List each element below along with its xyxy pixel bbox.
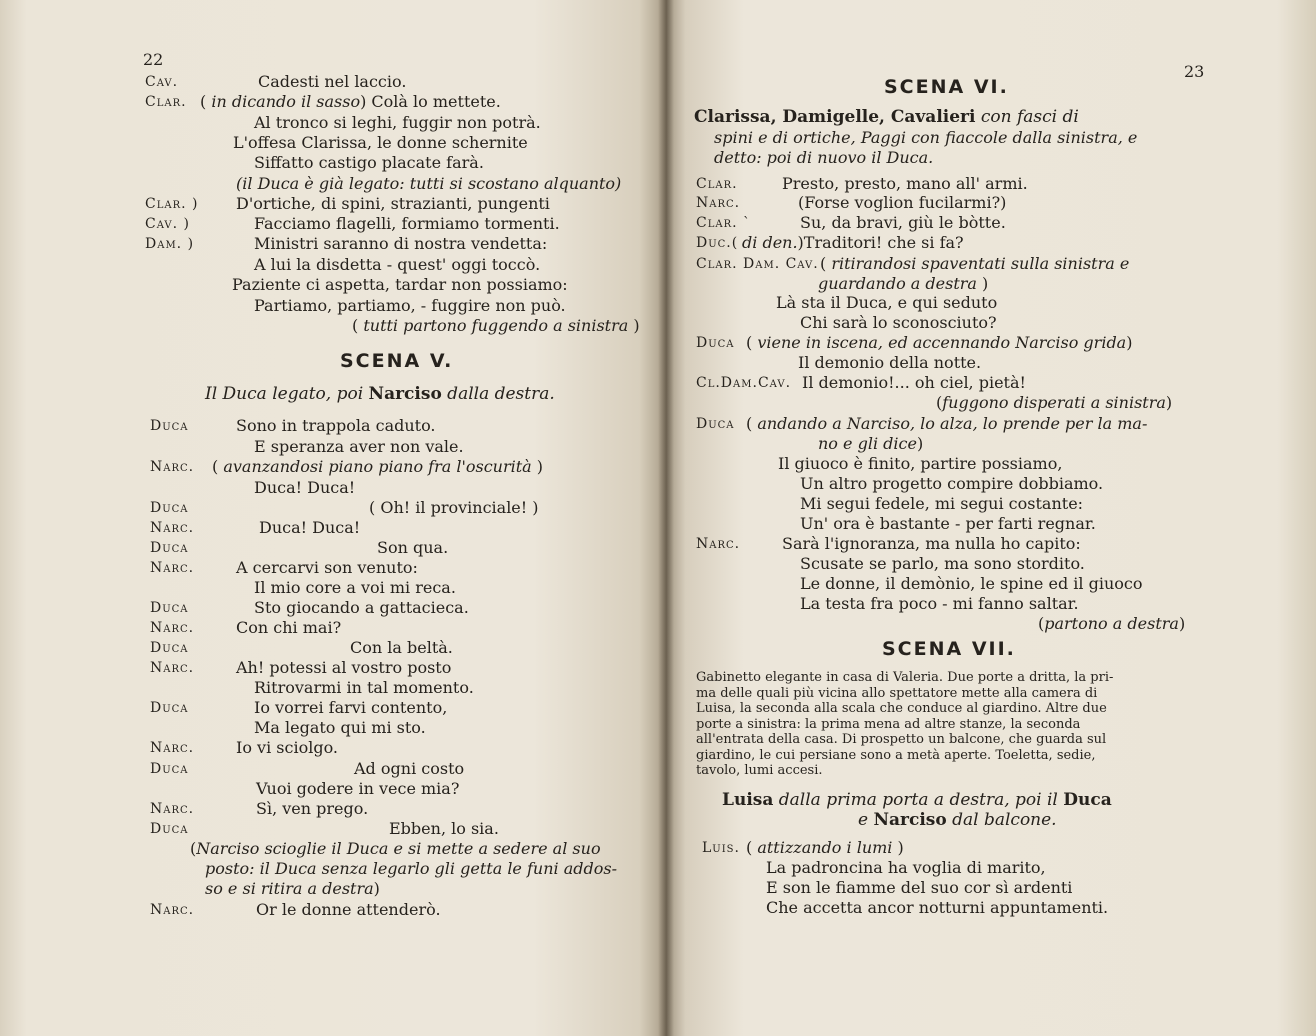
text-run: ) Colà lo mettete.: [360, 92, 501, 111]
dialogue-line: [800, 574, 1142, 594]
text-run: (: [352, 316, 364, 335]
page-number-right: 23: [1184, 62, 1205, 81]
speaker-label: Narc.: [150, 740, 195, 756]
dialogue-line: [742, 233, 964, 253]
dialogue-line: [818, 274, 988, 294]
dialogue-line: [800, 313, 997, 333]
scena-v-intro: [205, 384, 555, 404]
verse-line: [254, 234, 547, 254]
text-run: Il Duca legato, poi: [205, 384, 369, 404]
speaker-label: Duca: [150, 821, 189, 837]
speaker-label: Duca: [150, 540, 189, 556]
text-run: posto: il Duca senza legarlo gli getta le funi addos-: [205, 859, 617, 878]
text-run: Duca! Duca!: [259, 518, 361, 537]
dialogue-line: [746, 414, 1147, 434]
dialogue-line: [190, 839, 601, 859]
text-run: viene in iscena, ed accennando Narciso grida: [757, 333, 1127, 352]
verse-line: [254, 113, 541, 133]
text-run: Clarissa, Damigelle, Cavalieri: [694, 107, 976, 127]
speaker-label: Duca: [150, 700, 189, 716]
speaker-label: Cav. ): [145, 216, 191, 232]
text-run: Chi sarà lo sconosciuto?: [800, 313, 997, 332]
speaker-label: Duca: [150, 418, 189, 434]
dialogue-line: [254, 718, 426, 738]
dialogue-line: [800, 494, 1083, 514]
text-run: Le donne, il demònio, le spine ed il giuoco: [800, 574, 1143, 593]
dialogue-line: [778, 454, 1062, 474]
scena-vi-title: SCENA VI.: [884, 76, 1009, 98]
speaker-label: Narc.: [696, 536, 741, 552]
text-run: (: [1038, 614, 1045, 633]
dialogue-line: [236, 618, 341, 638]
text-run: detto: poi di nuovo il Duca.: [714, 148, 934, 167]
dialogue-line: [798, 193, 1006, 213]
dialogue-line: [782, 534, 1081, 554]
text-run: Il giuoco è finito, partire possiamo,: [778, 454, 1063, 473]
text-run: Sono in trappola caduto.: [236, 416, 436, 435]
dialogue-line: [782, 174, 1028, 194]
text-run: (: [936, 393, 943, 412]
text-run: Son qua.: [377, 538, 449, 557]
dialogue-line: [800, 594, 1079, 614]
dialogue-line: [205, 859, 617, 879]
speaker-label: Clar. Dam. Cav.: [696, 256, 819, 272]
text-run: ( Oh! il provinciale! ): [369, 498, 539, 517]
speaker-label: Clar. ): [145, 196, 199, 212]
text-run: Un' ora è bastante - per farti regnar.: [800, 514, 1096, 533]
text-run: (: [746, 414, 758, 433]
text-run: E speranza aver non vale.: [254, 437, 464, 456]
text-run: (il Duca è già legato: tutti si scostano alquanto): [236, 174, 622, 193]
setting-description-line: Luisa, la seconda alla scala che conduce al giardino. Altre due: [696, 701, 1107, 716]
dialogue-line: [802, 373, 1026, 393]
speaker-label: Duc.(: [696, 235, 739, 251]
text-run: in dicando il sasso: [211, 92, 361, 111]
dialogue-line: [369, 498, 539, 518]
speaker-label: Narc.: [150, 620, 195, 636]
verse-line: [258, 72, 406, 92]
stage-direction-line: [714, 148, 933, 168]
text-run: Duca! Duca!: [254, 478, 356, 497]
dialogue-line: [354, 759, 464, 779]
speaker-label: Narc.: [150, 459, 195, 475]
text-run: fuggono disperati a sinistra: [942, 393, 1166, 412]
text-run: dalla destra.: [441, 384, 555, 404]
text-run: Che accetta ancor notturni appuntamenti.: [766, 898, 1109, 917]
dialogue-line: [254, 598, 469, 618]
verse-line: [254, 255, 540, 275]
text-run: Al tronco si leghi, fuggir non potrà.: [254, 113, 541, 132]
text-run: (: [200, 92, 212, 111]
speaker-label: Luis.: [702, 840, 740, 856]
text-run: Cadesti nel laccio.: [258, 72, 407, 91]
stage-direction-line: [694, 107, 1079, 127]
setting-description-line: all'entrata della casa. Di prospetto un balcone, che guarda sul: [696, 732, 1107, 747]
text-run: attizzando i lumi: [757, 838, 893, 857]
dialogue-line: [798, 353, 981, 373]
text-run: Vuoi godere in vece mia?: [256, 779, 460, 798]
dialogue-line: [254, 578, 456, 598]
dialogue-line: [766, 898, 1108, 918]
text-run: L'offesa Clarissa, le donne schernite: [233, 133, 528, 152]
dialogue-line: [776, 293, 997, 313]
stage-direction-line: [722, 790, 1112, 810]
page-number-left: 22: [143, 50, 164, 69]
speaker-label: Duca: [696, 416, 735, 432]
text-run: La testa fra poco - mi fanno saltar.: [800, 594, 1079, 613]
dialogue-line: [254, 437, 464, 457]
text-run: E son le fiamme del suo cor sì ardenti: [766, 878, 1073, 897]
dialogue-line: [746, 333, 1132, 353]
speaker-label: Duca: [150, 600, 189, 616]
dialogue-line: [800, 474, 1103, 494]
speaker-label: Clar.: [145, 94, 187, 110]
verse-line: [232, 275, 568, 295]
dialogue-line: [1038, 614, 1185, 634]
speaker-label: Clar.: [696, 176, 738, 192]
dialogue-line: [236, 558, 418, 578]
scena-v-title: SCENA V.: [340, 350, 454, 372]
text-run: Con la beltà.: [350, 638, 453, 657]
text-run: Il demonio!... oh ciel, pietà!: [802, 373, 1026, 392]
dialogue-line: [205, 879, 380, 899]
text-run: Ritrovarmi in tal momento.: [254, 678, 474, 697]
setting-description-line: tavolo, lumi accesi.: [696, 763, 823, 778]
speaker-label: Narc.: [150, 560, 195, 576]
text-run: ): [916, 434, 924, 453]
verse-line: [254, 296, 566, 316]
text-run: Facciamo flagelli, formiamo tormenti.: [254, 214, 560, 233]
text-run: e: [858, 810, 874, 830]
text-run: Ad ogni costo: [354, 759, 465, 778]
text-run: Ebben, lo sia.: [389, 819, 499, 838]
verse-line: [254, 153, 484, 173]
text-run: A cercarvi son venuto:: [236, 558, 418, 577]
right-page: [666, 0, 1316, 1036]
dialogue-line: [818, 434, 923, 454]
text-run: Narciso: [873, 810, 947, 830]
verse-line: [200, 92, 501, 112]
verse-line: [254, 214, 560, 234]
dialogue-line: [254, 678, 474, 698]
dialogue-line: [254, 698, 447, 718]
dialogue-line: [256, 900, 441, 920]
text-run: ): [976, 274, 989, 293]
verse-line: [236, 174, 621, 194]
setting-description-line: Gabinetto elegante in casa di Valeria. Due porte a dritta, la pri-: [696, 670, 1114, 685]
text-run: (Forse voglion fucilarmi?): [798, 193, 1007, 212]
dialogue-line: [800, 213, 1006, 233]
text-run: ritirandosi spaventati sulla sinistra e: [831, 254, 1130, 273]
text-run: Sì, ven prego.: [256, 799, 369, 818]
text-run: (: [746, 838, 758, 857]
text-run: ): [1178, 614, 1186, 633]
text-run: ): [531, 457, 544, 476]
dialogue-line: [212, 457, 543, 477]
speaker-label: Duca: [696, 335, 735, 351]
text-run: Narciso scioglie il Duca e si mette a sedere al suo: [196, 839, 601, 858]
dialogue-line: [936, 393, 1172, 413]
text-run: Io vorrei farvi contento,: [254, 698, 448, 717]
text-run: (: [820, 254, 832, 273]
text-run: Sarà l'ignoranza, ma nulla ho capito:: [782, 534, 1081, 553]
text-run: La padroncina ha voglia di marito,: [766, 858, 1046, 877]
stage-direction-line: [714, 128, 1137, 148]
text-run: ): [1165, 393, 1173, 412]
stage-direction-line: [858, 810, 1057, 830]
text-run: Presto, presto, mano all' armi.: [782, 174, 1028, 193]
text-run: Mi segui fedele, mi segui costante:: [800, 494, 1084, 513]
speaker-label: Duca: [150, 640, 189, 656]
book-gutter: [658, 0, 674, 1036]
text-run: Il mio core a voi mi reca.: [254, 578, 456, 597]
text-run: andando a Narciso, lo alza, lo prende per la ma-: [757, 414, 1148, 433]
text-run: avanzandosi piano piano fra l'oscurità: [223, 457, 532, 476]
verse-line: [352, 316, 640, 336]
text-run: D'ortiche, di spini, strazianti, pungenti: [236, 194, 550, 213]
dialogue-line: [254, 478, 355, 498]
setting-description-line: giardino, le cui persiane sono a metà aperte. Toeletta, sedie,: [696, 747, 1096, 763]
text-run: Siffatto castigo placate farà.: [254, 153, 484, 172]
dialogue-line: [377, 538, 448, 558]
text-run: so e si ritira a destra: [205, 879, 374, 898]
text-run: Ah! potessi al vostro posto: [236, 658, 452, 677]
text-run: Or le donne attenderò.: [256, 900, 441, 919]
text-run: no e gli dice: [818, 434, 917, 453]
speaker-label: Narc.: [696, 195, 741, 211]
text-run: Su, da bravi, giù le bòtte.: [800, 213, 1006, 232]
dialogue-line: [256, 799, 368, 819]
text-run: di den.: [742, 233, 798, 252]
text-run: ): [1126, 333, 1133, 352]
dialogue-line: [350, 638, 453, 658]
verse-line: [233, 133, 528, 153]
speaker-label: Cav.: [145, 74, 179, 90]
speaker-label: Narc.: [150, 902, 195, 918]
setting-description-line: porte a sinistra: la prima mena ad altre stanze, la seconda: [696, 716, 1081, 732]
text-run: dalla prima porta a destra, poi il: [773, 790, 1064, 810]
text-run: Scusate se parlo, ma sono stordito.: [800, 554, 1085, 573]
verse-line: [236, 194, 550, 214]
dialogue-line: [259, 518, 360, 538]
text-run: )Traditori! che si fa?: [797, 233, 964, 252]
scena-vii-title: SCENA VII.: [882, 638, 1016, 660]
speaker-label: Dam. ): [145, 236, 195, 252]
text-run: ): [628, 316, 640, 335]
setting-description-line: ma delle quali più vicina allo spettatore mette alla camera di: [696, 685, 1098, 701]
text-run: Il demonio della notte.: [798, 353, 982, 372]
text-run: (: [190, 839, 197, 858]
dialogue-line: [389, 819, 499, 839]
text-run: (: [212, 457, 224, 476]
dialogue-line: [800, 514, 1096, 534]
dialogue-line: [236, 738, 338, 758]
text-run: Partiamo, partiamo, - fuggire non può.: [254, 296, 566, 315]
speaker-label: Clar. `: [696, 215, 752, 231]
speaker-label: Duca: [150, 500, 189, 516]
text-run: con fasci di: [975, 107, 1079, 127]
text-run: A lui la disdetta - quest' oggi toccò.: [254, 255, 541, 274]
speaker-label: Narc.: [150, 801, 195, 817]
dialogue-line: [766, 858, 1046, 878]
text-run: Sto giocando a gattacieca.: [254, 598, 469, 617]
dialogue-line: [236, 416, 436, 436]
dialogue-line: [800, 554, 1085, 574]
text-run: guardando a destra: [818, 274, 977, 293]
text-run: (: [746, 333, 758, 352]
dialogue-line: [256, 779, 459, 799]
text-run: Paziente ci aspetta, tardar non possiamo:: [232, 275, 568, 294]
text-run: dal balcone.: [946, 810, 1057, 830]
speaker-label: Narc.: [150, 520, 195, 536]
dialogue-line: [746, 838, 904, 858]
text-run: spini e di ortiche, Paggi con fiaccole dalla sinistra, e: [714, 128, 1138, 147]
text-run: Io vi sciolgo.: [236, 738, 338, 757]
text-run: Narciso: [368, 384, 442, 404]
speaker-label: Cl.Dam.Cav.: [696, 375, 792, 391]
dialogue-line: [236, 658, 451, 678]
dialogue-line: [766, 878, 1072, 898]
text-run: Un altro progetto compire dobbiamo.: [800, 474, 1104, 493]
text-run: tutti partono fuggendo a sinistra: [363, 316, 629, 335]
text-run: Ministri saranno di nostra vendetta:: [254, 234, 548, 253]
text-run: ): [892, 838, 904, 857]
speaker-label: Duca: [150, 761, 189, 777]
text-run: Con chi mai?: [236, 618, 342, 637]
text-run: Là sta il Duca, e qui seduto: [776, 293, 998, 312]
text-run: Duca: [1063, 790, 1112, 810]
text-run: Luisa: [722, 790, 774, 810]
text-run: partono a destra: [1044, 614, 1179, 633]
speaker-label: Narc.: [150, 660, 195, 676]
text-run: ): [373, 879, 380, 898]
text-run: Ma legato qui mi sto.: [254, 718, 426, 737]
dialogue-line: [820, 254, 1129, 274]
